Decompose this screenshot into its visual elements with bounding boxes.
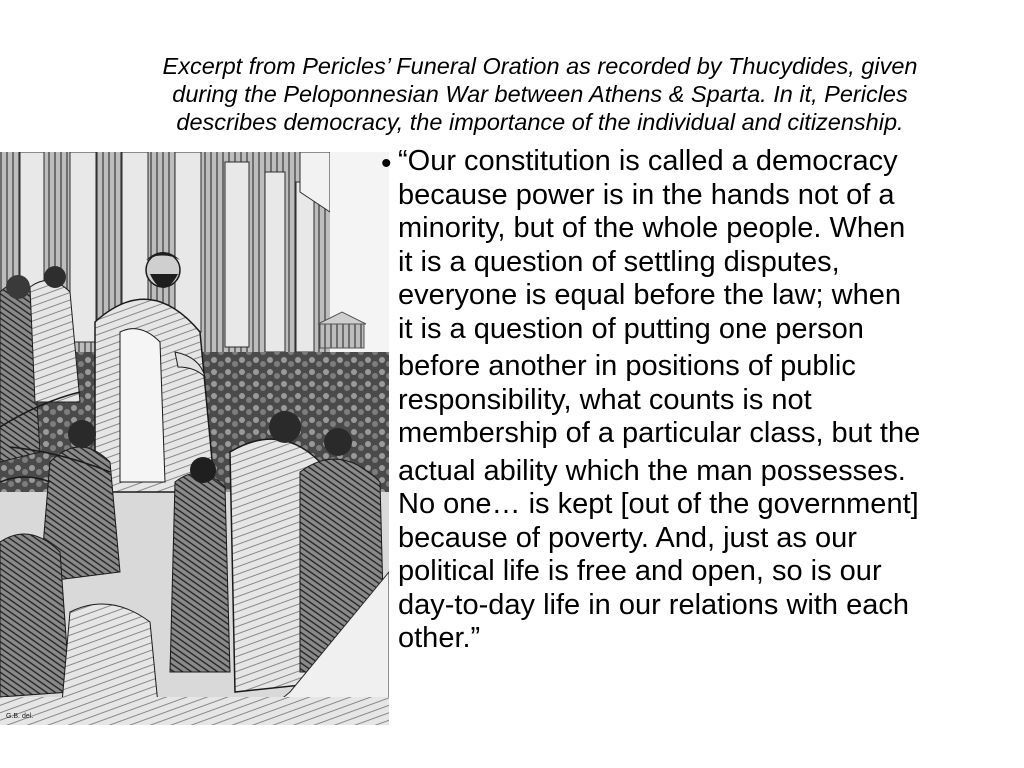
funeral-oration-quote (398, 145, 1018, 656)
quote-line: it is a question of putting one person (398, 312, 864, 345)
quote-line: membership of a particular class, but the (398, 417, 921, 449)
engraver-signature: G.B. del. (6, 713, 34, 720)
quote-line: minority, but of the whole people. When (398, 212, 906, 244)
quote-line: before another in positions of public (398, 350, 856, 382)
quote-line: it is a question of settling disputes, (398, 245, 840, 278)
quote-line: because power is in the hands not of a (398, 178, 895, 211)
quote-line: “Our constitution is called a democracy (398, 145, 898, 177)
quote-line: day-to-day life in our relations with each (398, 588, 909, 621)
quote-line: other.” (398, 622, 481, 654)
foreground-ground (0, 697, 389, 725)
intro-line: during the Peloponnesian War between Athens & Sparta. In it, Pericles (172, 81, 908, 107)
quote-line: everyone is equal before the law; when (398, 279, 901, 311)
pericles-oration-engraving (0, 152, 389, 725)
quote-line: actual ability which the man possesses. (398, 454, 906, 487)
intro-line: Excerpt from Pericles’ Funeral Oration as recorded by Thucydides, given (162, 53, 918, 79)
quote-line: No one… is kept [out of the government] (398, 488, 919, 520)
quote-line: because of poverty. And, just as our (398, 521, 857, 554)
intro-caption (70, 52, 1010, 136)
quote-bullet: • (381, 147, 392, 180)
quote-line: political life is free and open, so is our (398, 555, 882, 587)
intro-line: describes democracy, the importance of the individual and citizenship. (176, 109, 904, 135)
quote-line: responsibility, what counts is not (398, 383, 812, 416)
